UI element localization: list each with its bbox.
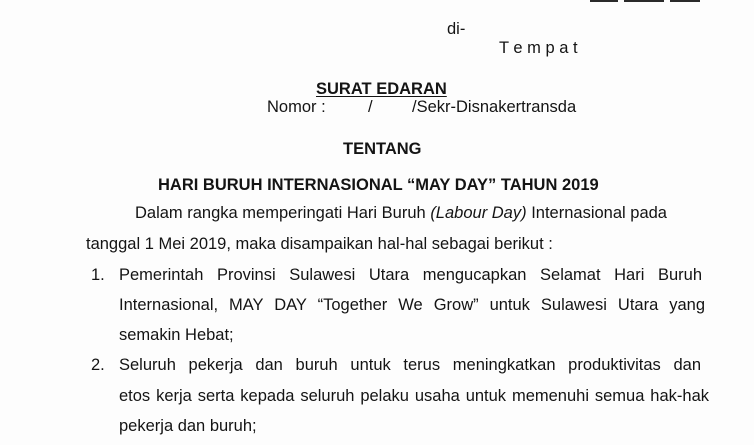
item-1-number: 1. bbox=[91, 266, 105, 284]
intro-text-end: Internasional pada bbox=[531, 204, 667, 222]
tempat-label: T e m p a t bbox=[499, 39, 578, 57]
item-2-line-3: pekerja dan buruh; bbox=[119, 417, 257, 435]
item-1-line-3: semakin Hebat; bbox=[119, 326, 234, 344]
intro-text-start: Dalam rangka memperingati Hari Buruh bbox=[135, 204, 426, 222]
item-2-line-2: etos kerja serta kepada seluruh pelaku usaha untuk memenuhi semua hak-hak bbox=[119, 387, 709, 405]
letter-subject: HARI BURUH INTERNASIONAL “MAY DAY” TAHUN 2019 bbox=[158, 176, 599, 194]
intro-paragraph bbox=[135, 203, 667, 223]
intro-text-italic: (Labour Day) bbox=[430, 204, 527, 222]
item-1-line-2: Internasional, MAY DAY “Together We Grow” untuk Sulawesi Utara yang bbox=[119, 296, 705, 314]
nomor-slash: / bbox=[368, 98, 373, 116]
nomor-label: Nomor : bbox=[267, 98, 326, 116]
item-2-line-1: Seluruh pekerja dan buruh untuk terus meningkatkan produktivitas dan bbox=[119, 356, 701, 374]
tentang-heading: TENTANG bbox=[343, 140, 422, 158]
cropped-text-fragment bbox=[590, 0, 710, 4]
nomor-suffix: /Sekr-Disnakertransda bbox=[412, 98, 577, 116]
letter-heading: SURAT EDARAN bbox=[316, 80, 447, 98]
item-2-number: 2. bbox=[91, 356, 105, 374]
item-1-line-1: Pemerintah Provinsi Sulawesi Utara mengucapkan Selamat Hari Buruh bbox=[119, 266, 702, 284]
di-label: di- bbox=[447, 20, 466, 38]
intro-line-2: tanggal 1 Mei 2019, maka disampaikan hal-hal sebagai berikut : bbox=[86, 235, 553, 253]
